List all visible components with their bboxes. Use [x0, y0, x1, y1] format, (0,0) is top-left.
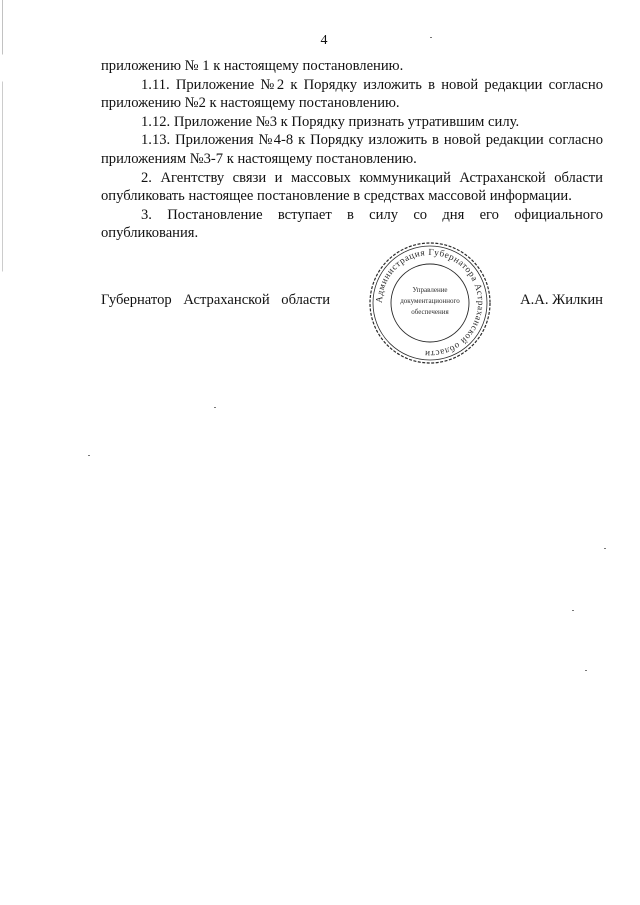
scan-speck	[572, 610, 574, 611]
paragraph-1-13: 1.13. Приложения №4-8 к Порядку изложить в новой редакции согласно приложениям №3-7 к настоящему постановлению.	[101, 132, 603, 167]
scan-speck	[604, 548, 606, 549]
signatory-name: А.А. Жилкин	[520, 292, 603, 308]
document-body	[101, 57, 603, 243]
scan-speck	[88, 455, 90, 456]
paragraph-2: 2. Агентству связи и массовых коммуникаций Астраханской области опубликовать настоящее постановление в средствах массовой информации.	[101, 169, 603, 205]
scan-edge-shadow	[2, 0, 3, 905]
paragraph-continuation: приложению № 1 к настоящему постановлению.	[101, 58, 404, 74]
scan-speck	[430, 37, 432, 38]
page-number: 4	[320, 33, 328, 48]
paragraph-3: 3. Постановление вступает в силу со дня его официального опубликования.	[101, 206, 603, 242]
official-seal	[368, 241, 492, 365]
paragraph-1-11: 1.11. Приложение №2 к Порядку изложить в новой редакции согласно приложению №2 к настоящему постановлению.	[101, 76, 603, 112]
signatory-title: Губернатор Астраханской области	[101, 292, 331, 308]
seal-center-line-3: обеспечения	[411, 308, 449, 316]
seal-ring-text: Администрация Губернатора Астраханской области	[373, 246, 487, 360]
seal-center-line-1: Управление	[412, 286, 448, 294]
paragraph-1-12: 1.12. Приложение №3 к Порядку признать утратившим силу.	[141, 113, 520, 130]
scan-speck	[585, 670, 587, 671]
seal-center-line-2: документационного	[400, 297, 460, 305]
scan-speck	[214, 407, 216, 408]
